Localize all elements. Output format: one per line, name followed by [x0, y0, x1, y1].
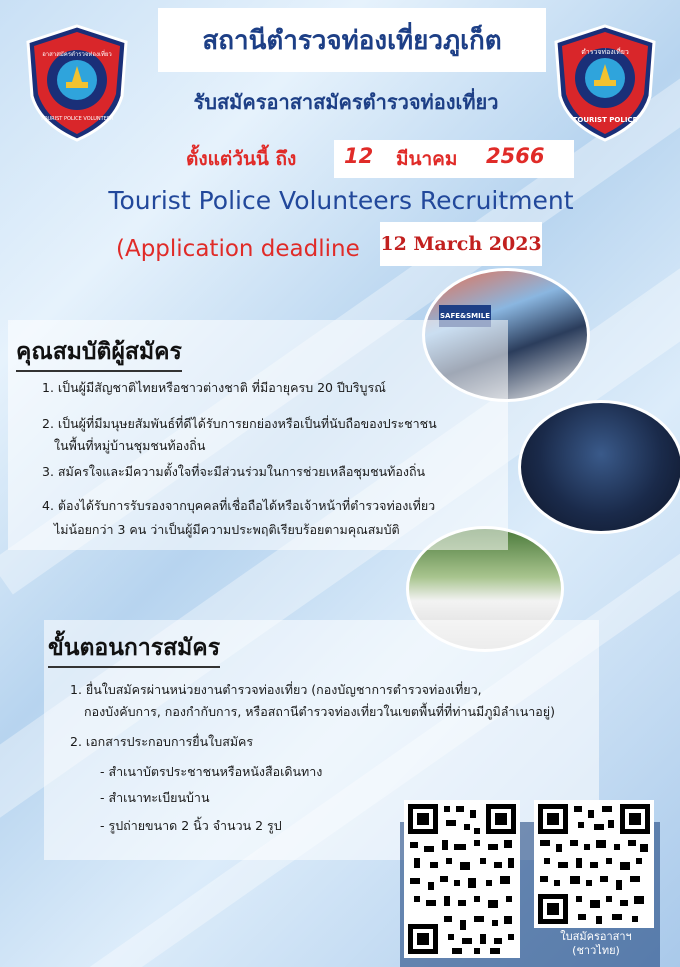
- document-item: - รูปถ่ายขนาด 2 นิ้ว จำนวน 2 รูป: [100, 818, 282, 833]
- banner-text: SAFE&SMILE: [440, 312, 490, 320]
- date-year: 2566: [486, 144, 545, 168]
- qr-label-line2: (ชาวไทย): [572, 944, 620, 957]
- english-deadline-box: [380, 222, 542, 266]
- qr-label: [548, 930, 644, 958]
- qualification-item: 4. ต้องได้รับการรับรองจากบุคคลที่เชื่อถือได้หรือเจ้าหน้าที่ตำรวจท่องเที่ยว: [42, 498, 436, 513]
- procedure-item: กองบังคับการ, กองกำกับการ, หรือสถานีตำรวจท่องเที่ยวในเขตพื้นที่ที่ท่านมีภูมิลำเนาอยู่): [84, 704, 555, 719]
- deadline-thai: [186, 140, 546, 180]
- qualification-item: ไม่น้อยกว่า 3 คน ว่าเป็นผู้มีความประพฤติเรียบร้อยตามคุณสมบัติ: [54, 522, 400, 537]
- badge-bottom-text: TOURIST POLICE: [572, 116, 638, 124]
- english-title: Tourist Police Volunteers Recruitment: [108, 186, 574, 215]
- date-day: 12: [344, 144, 374, 168]
- qualification-item: ในพื้นที่หมู่บ้านชุมชนท้องถิ่น: [54, 438, 206, 453]
- qualifications-title: คุณสมบัติผู้สมัคร: [16, 334, 182, 372]
- procedure-item: 1. ยื่นใบสมัครผ่านหน่วยงานตำรวจท่องเที่ยว (กองบัญชาการตำรวจท่องเที่ยว,: [70, 682, 482, 697]
- tourist-police-volunteer-badge-left: [24, 24, 130, 142]
- qualification-item: 2. เป็นผู้ที่มีมนุษยสัมพันธ์ที่ดีได้รับการยกย่องหรือเป็นที่นับถือของประชาชน: [42, 416, 437, 431]
- date-month: มีนาคม: [396, 148, 458, 170]
- qr-code-thai-application[interactable]: [534, 800, 654, 928]
- recruitment-subtitle: รับสมัครอาสาสมัครตำรวจท่องเที่ยว: [193, 90, 499, 114]
- english-deadline-date: 12 March 2023: [380, 233, 542, 255]
- badge-ring-text: ตำรวจท่องเที่ยว: [581, 48, 629, 56]
- night-event-photo: [518, 400, 680, 534]
- station-title: สถานีตำรวจท่องเที่ยวภูเก็ต: [202, 25, 502, 56]
- badge-ring-text: อาสาสมัครตำรวจท่องเที่ยว: [42, 51, 112, 58]
- procedure-item: 2. เอกสารประกอบการยื่นใบสมัคร: [70, 734, 254, 749]
- qualification-item: 1. เป็นผู้มีสัญชาติไทยหรือชาวต่างชาติ ที่มีอายุครบ 20 ปีบริบูรณ์: [42, 380, 386, 395]
- date-prefix: ตั้งแต่วันนี้ ถึง: [186, 148, 297, 170]
- tourist-police-badge-right: [552, 24, 658, 142]
- document-item: - สำเนาบัตรประชาชนหรือหนังสือเดินทาง: [100, 764, 323, 779]
- badge-bottom-text: TOURIST POLICE VOLUNTEER: [40, 116, 114, 122]
- document-item: - สำเนาทะเบียนบ้าน: [100, 790, 210, 805]
- english-deadline-label: (Application deadline: [116, 236, 360, 262]
- procedure-title: ขั้นตอนการสมัคร: [48, 630, 220, 668]
- title-box: [158, 8, 546, 72]
- qr-code[interactable]: [404, 800, 520, 958]
- qualification-item: 3. สมัครใจและมีความตั้งใจที่จะมีส่วนร่วมในการช่วยเหลือชุมชนท้องถิ่น: [42, 464, 426, 479]
- qr-label-line1: ใบสมัครอาสาฯ: [560, 930, 632, 943]
